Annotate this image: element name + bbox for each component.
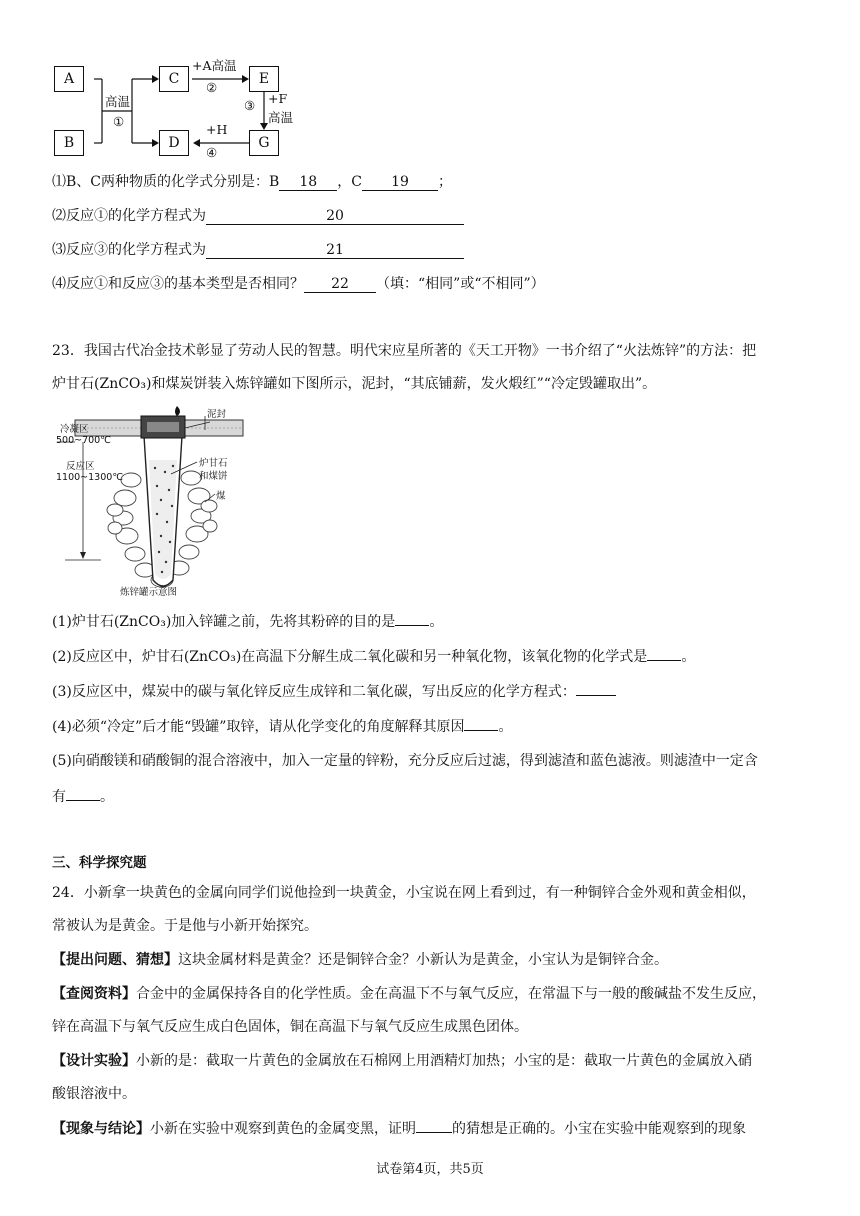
label-coal: 煤: [216, 491, 226, 502]
q24-reference-line2: 锌在高温下与氧气反应生成白色固体，铜在高温下与氧气反应生成黑色团体。: [52, 1019, 528, 1035]
q23-part5-line2: 有 。: [52, 786, 114, 807]
box-b: B: [54, 130, 84, 156]
cond-label-3a: +F: [268, 91, 288, 106]
q23-part2: (2)反应区中，炉甘石(ZnCO₃)在高温下分解生成二氧化碳和另一种氧化物，该氧化物的化学式是 。: [52, 646, 695, 667]
q23-part5-line1: (5)向硝酸镁和硝酸铜的混合溶液中，加入一定量的锌粉，充分反应后过滤，得到滤渣和蓝色滤液。则滤渣中一定含: [52, 753, 758, 769]
q24-conclusion: 【现象与结论】小新在实验中观察到黄色的金属变黑，证明 的猜想是正确的。小宝在实验中能观察到的现象: [52, 1118, 746, 1139]
q24-line1: 24．小新拿一块黄色的金属向同学们说他捡到一块黄金，小宝说在网上看到过，有一种铜锌合金外观和黄金相似，: [52, 885, 756, 901]
cond-label-1: 高温: [105, 94, 131, 109]
box-a: A: [54, 66, 84, 92]
answer-blank-20[interactable]: 20: [206, 208, 464, 225]
q24-question: 【提出问题、猜想】这块金属材料是黄金？还是铜锌合金？小新认为是黄金，小宝认为是铜锌合金。: [52, 952, 668, 968]
q24-design-line1: 【设计实验】小新的是：截取一片黄色的金属放在石棉网上用酒精灯加热；小宝的是：截取一片黄色的金属放入硝: [52, 1053, 752, 1069]
q24-reference-line1: 【查阅资料】合金中的金属保持各自的化学性质。金在高温下不与氧气反应，在常温下与一般的酸碱盐不发生反应，: [52, 986, 766, 1002]
label-reaction-zone: 反应区: [66, 461, 95, 472]
label-ore-2: 和煤饼: [199, 471, 228, 482]
answer-blank-18[interactable]: 18: [279, 174, 337, 191]
cond-label-3b: 高温: [268, 110, 294, 125]
answer-blank-q24[interactable]: [416, 1118, 452, 1133]
label-condense-temp: 500~700℃: [56, 435, 111, 446]
q23-part4: (4)必须“冷定”后才能“毁罐”取锌，请从化学变化的角度解释其原因 。: [52, 716, 512, 737]
q23-intro-line2: 炉甘石(ZnCO₃)和煤炭饼装入炼锌罐如下图所示，泥封，“其底铺薪，发火煅红”“冷定毁罐取出”。: [52, 376, 657, 392]
q24-line2: 常被认为是黄金。于是他与小新开始探究。: [52, 918, 318, 934]
box-d: D: [159, 130, 189, 156]
q24-design-line2: 酸银溶液中。: [52, 1086, 136, 1102]
answer-blank-22[interactable]: 22: [304, 276, 376, 293]
num-label-1: ①: [113, 114, 125, 129]
box-g: G: [249, 130, 279, 156]
answer-blank-q23-5[interactable]: [66, 786, 100, 801]
q22-part4: ⑷反应①和反应③的基本类型是否相同？ 22 （填：“相同”或“不相同”）: [52, 276, 545, 292]
q22-part2: ⑵反应①的化学方程式为 20: [52, 206, 464, 226]
num-label-2: ②: [206, 80, 218, 95]
num-label-3: ③: [244, 98, 256, 113]
box-e: E: [249, 66, 279, 92]
answer-blank-q23-4[interactable]: [464, 716, 498, 731]
answer-blank-q23-3[interactable]: [576, 681, 616, 696]
label-seal: 泥封: [207, 409, 227, 420]
answer-blank-21[interactable]: 21: [206, 242, 464, 259]
cond-label-2: +A高温: [192, 58, 237, 73]
label-condense-zone: 冷凝区: [60, 424, 89, 435]
section-heading: 三、科学探究题: [52, 855, 147, 871]
q23-part1: (1)炉甘石(ZnCO₃)加入锌罐之前，先将其粉碎的目的是 。: [52, 611, 443, 632]
q23-part3: (3)反应区中，煤炭中的碳与氧化锌反应生成锌和二氧化碳，写出反应的化学方程式：: [52, 681, 616, 702]
answer-blank-q23-1[interactable]: [395, 611, 429, 626]
label-reaction-temp: 1100~1300℃: [56, 472, 123, 483]
box-c: C: [159, 66, 189, 92]
label-ore-1: 炉甘石: [199, 458, 228, 469]
figure-caption: 炼锌罐示意图: [120, 587, 178, 598]
answer-blank-q23-2[interactable]: [647, 646, 681, 661]
q23-intro-line1: 23．我国古代冶金技术彰显了劳动人民的智慧。明代宋应星所著的《天工开物》一书介绍了“火法炼锌”的方法：把: [52, 343, 757, 359]
q22-part3: ⑶反应③的化学方程式为 21: [52, 240, 464, 260]
cond-label-4: +H: [206, 122, 228, 137]
num-label-4: ④: [206, 145, 218, 160]
q22-part1: ⑴B、C两种物质的化学式分别是：B 18 ，C 19 ；: [52, 174, 453, 190]
answer-blank-19[interactable]: 19: [362, 174, 438, 191]
page-footer: 试卷第4页，共5页: [376, 1162, 484, 1177]
